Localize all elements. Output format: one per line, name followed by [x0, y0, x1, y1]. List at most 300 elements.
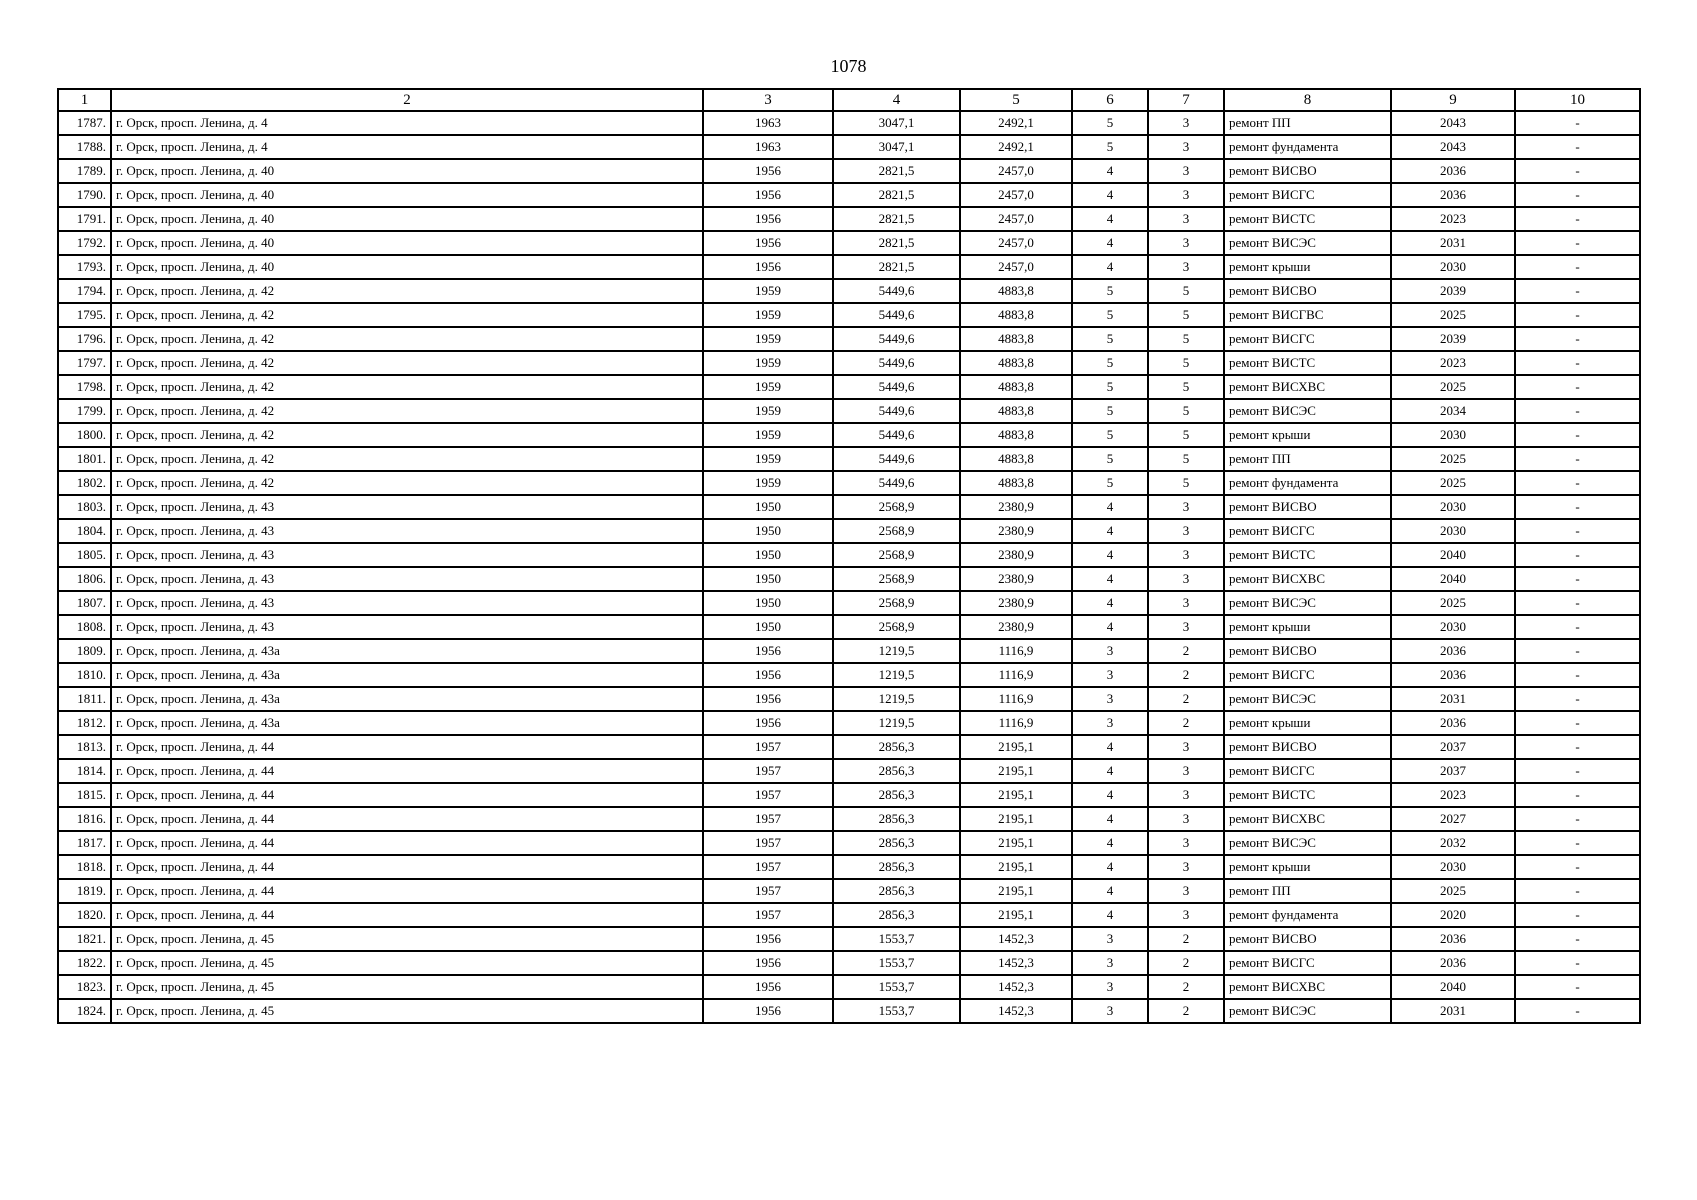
row-number-cell: 1794.	[58, 279, 111, 303]
entrances-cell: 3	[1148, 567, 1224, 591]
work-type-cell: ремонт ВИСТС	[1224, 207, 1391, 231]
living-area-cell: 4883,8	[960, 351, 1072, 375]
entrances-cell: 3	[1148, 783, 1224, 807]
plan-year-cell: 2043	[1391, 111, 1515, 135]
living-area-cell: 2457,0	[960, 231, 1072, 255]
floors-cell: 4	[1072, 615, 1148, 639]
entrances-cell: 5	[1148, 279, 1224, 303]
table-row	[58, 471, 1640, 495]
build-year-cell: 1957	[703, 903, 833, 927]
table-row	[58, 495, 1640, 519]
total-area-cell: 2856,3	[833, 759, 960, 783]
total-area-cell: 5449,6	[833, 351, 960, 375]
row-number-cell: 1797.	[58, 351, 111, 375]
note-cell: -	[1515, 231, 1640, 255]
entrances-cell: 3	[1148, 855, 1224, 879]
living-area-cell: 2492,1	[960, 111, 1072, 135]
table-row	[58, 423, 1640, 447]
note-cell: -	[1515, 591, 1640, 615]
plan-year-cell: 2030	[1391, 855, 1515, 879]
floors-cell: 4	[1072, 831, 1148, 855]
floors-cell: 3	[1072, 951, 1148, 975]
build-year-cell: 1959	[703, 399, 833, 423]
row-number-cell: 1804.	[58, 519, 111, 543]
total-area-cell: 2821,5	[833, 231, 960, 255]
work-type-cell: ремонт крыши	[1224, 855, 1391, 879]
col-living-area-header: 5	[960, 89, 1072, 111]
col-entrances-header: 7	[1148, 89, 1224, 111]
table-row	[58, 351, 1640, 375]
work-type-cell: ремонт ВИСЭС	[1224, 999, 1391, 1023]
entrances-cell: 3	[1148, 111, 1224, 135]
table-row	[58, 903, 1640, 927]
build-year-cell: 1950	[703, 543, 833, 567]
plan-year-cell: 2039	[1391, 327, 1515, 351]
address-cell: г. Орск, просп. Ленина, д. 44	[111, 735, 703, 759]
floors-cell: 5	[1072, 423, 1148, 447]
entrances-cell: 3	[1148, 231, 1224, 255]
build-year-cell: 1956	[703, 183, 833, 207]
entrances-cell: 5	[1148, 423, 1224, 447]
plan-year-cell: 2040	[1391, 543, 1515, 567]
entrances-cell: 3	[1148, 495, 1224, 519]
floors-cell: 5	[1072, 447, 1148, 471]
note-cell: -	[1515, 111, 1640, 135]
address-cell: г. Орск, просп. Ленина, д. 4	[111, 135, 703, 159]
entrances-cell: 3	[1148, 615, 1224, 639]
entrances-cell: 3	[1148, 519, 1224, 543]
build-year-cell: 1957	[703, 831, 833, 855]
total-area-cell: 1553,7	[833, 999, 960, 1023]
living-area-cell: 2380,9	[960, 567, 1072, 591]
plan-year-cell: 2030	[1391, 255, 1515, 279]
plan-year-cell: 2036	[1391, 951, 1515, 975]
plan-year-cell: 2036	[1391, 663, 1515, 687]
plan-year-cell: 2032	[1391, 831, 1515, 855]
note-cell: -	[1515, 135, 1640, 159]
col-address-header: 2	[111, 89, 703, 111]
total-area-cell: 2856,3	[833, 903, 960, 927]
build-year-cell: 1956	[703, 207, 833, 231]
work-type-cell: ремонт крыши	[1224, 615, 1391, 639]
note-cell: -	[1515, 327, 1640, 351]
build-year-cell: 1959	[703, 423, 833, 447]
row-number-cell: 1815.	[58, 783, 111, 807]
total-area-cell: 2856,3	[833, 735, 960, 759]
total-area-cell: 1553,7	[833, 975, 960, 999]
work-type-cell: ремонт ВИСЭС	[1224, 399, 1391, 423]
address-cell: г. Орск, просп. Ленина, д. 40	[111, 207, 703, 231]
repair-schedule-table	[57, 88, 1641, 1024]
table-row	[58, 687, 1640, 711]
work-type-cell: ремонт ВИСЭС	[1224, 231, 1391, 255]
work-type-cell: ремонт ВИСЭС	[1224, 831, 1391, 855]
work-type-cell: ремонт ПП	[1224, 111, 1391, 135]
work-type-cell: ремонт ВИСВО	[1224, 279, 1391, 303]
table-body	[58, 111, 1640, 1023]
living-area-cell: 1116,9	[960, 639, 1072, 663]
address-cell: г. Орск, просп. Ленина, д. 43а	[111, 687, 703, 711]
address-cell: г. Орск, просп. Ленина, д. 43а	[111, 639, 703, 663]
work-type-cell: ремонт фундамента	[1224, 135, 1391, 159]
row-number-cell: 1801.	[58, 447, 111, 471]
row-number-cell: 1817.	[58, 831, 111, 855]
total-area-cell: 2856,3	[833, 879, 960, 903]
note-cell: -	[1515, 279, 1640, 303]
build-year-cell: 1956	[703, 687, 833, 711]
build-year-cell: 1957	[703, 759, 833, 783]
plan-year-cell: 2025	[1391, 879, 1515, 903]
note-cell: -	[1515, 567, 1640, 591]
note-cell: -	[1515, 423, 1640, 447]
total-area-cell: 2856,3	[833, 783, 960, 807]
total-area-cell: 2568,9	[833, 591, 960, 615]
floors-cell: 4	[1072, 183, 1148, 207]
work-type-cell: ремонт ВИСГС	[1224, 759, 1391, 783]
floors-cell: 5	[1072, 471, 1148, 495]
address-cell: г. Орск, просп. Ленина, д. 43	[111, 615, 703, 639]
entrances-cell: 2	[1148, 951, 1224, 975]
living-area-cell: 2380,9	[960, 519, 1072, 543]
entrances-cell: 2	[1148, 639, 1224, 663]
note-cell: -	[1515, 927, 1640, 951]
note-cell: -	[1515, 783, 1640, 807]
note-cell: -	[1515, 903, 1640, 927]
note-cell: -	[1515, 951, 1640, 975]
entrances-cell: 3	[1148, 591, 1224, 615]
total-area-cell: 5449,6	[833, 447, 960, 471]
work-type-cell: ремонт ВИСХВС	[1224, 807, 1391, 831]
row-number-cell: 1807.	[58, 591, 111, 615]
table-row	[58, 615, 1640, 639]
work-type-cell: ремонт ВИСВО	[1224, 495, 1391, 519]
table-row	[58, 327, 1640, 351]
living-area-cell: 2457,0	[960, 183, 1072, 207]
note-cell: -	[1515, 303, 1640, 327]
entrances-cell: 3	[1148, 879, 1224, 903]
address-cell: г. Орск, просп. Ленина, д. 44	[111, 831, 703, 855]
table-row	[58, 951, 1640, 975]
note-cell: -	[1515, 159, 1640, 183]
plan-year-cell: 2030	[1391, 495, 1515, 519]
total-area-cell: 3047,1	[833, 111, 960, 135]
address-cell: г. Орск, просп. Ленина, д. 40	[111, 159, 703, 183]
entrances-cell: 3	[1148, 759, 1224, 783]
plan-year-cell: 2037	[1391, 735, 1515, 759]
plan-year-cell: 2031	[1391, 687, 1515, 711]
table-row	[58, 543, 1640, 567]
floors-cell: 3	[1072, 639, 1148, 663]
table-row	[58, 855, 1640, 879]
build-year-cell: 1956	[703, 927, 833, 951]
floors-cell: 4	[1072, 903, 1148, 927]
total-area-cell: 5449,6	[833, 327, 960, 351]
entrances-cell: 3	[1148, 831, 1224, 855]
address-cell: г. Орск, просп. Ленина, д. 4	[111, 111, 703, 135]
note-cell: -	[1515, 471, 1640, 495]
plan-year-cell: 2034	[1391, 399, 1515, 423]
row-number-cell: 1808.	[58, 615, 111, 639]
living-area-cell: 2380,9	[960, 615, 1072, 639]
note-cell: -	[1515, 759, 1640, 783]
living-area-cell: 2380,9	[960, 543, 1072, 567]
address-cell: г. Орск, просп. Ленина, д. 43	[111, 495, 703, 519]
col-number-header: 1	[58, 89, 111, 111]
floors-cell: 3	[1072, 927, 1148, 951]
total-area-cell: 2568,9	[833, 567, 960, 591]
note-cell: -	[1515, 255, 1640, 279]
floors-cell: 4	[1072, 159, 1148, 183]
living-area-cell: 2380,9	[960, 495, 1072, 519]
note-cell: -	[1515, 735, 1640, 759]
table-row	[58, 591, 1640, 615]
table-row	[58, 279, 1640, 303]
note-cell: -	[1515, 639, 1640, 663]
address-cell: г. Орск, просп. Ленина, д. 45	[111, 999, 703, 1023]
floors-cell: 4	[1072, 759, 1148, 783]
row-number-cell: 1810.	[58, 663, 111, 687]
entrances-cell: 5	[1148, 447, 1224, 471]
row-number-cell: 1805.	[58, 543, 111, 567]
row-number-cell: 1816.	[58, 807, 111, 831]
entrances-cell: 3	[1148, 135, 1224, 159]
build-year-cell: 1957	[703, 783, 833, 807]
table-row	[58, 783, 1640, 807]
note-cell: -	[1515, 207, 1640, 231]
table-row	[58, 879, 1640, 903]
build-year-cell: 1957	[703, 855, 833, 879]
address-cell: г. Орск, просп. Ленина, д. 42	[111, 447, 703, 471]
build-year-cell: 1956	[703, 951, 833, 975]
table-row	[58, 255, 1640, 279]
entrances-cell: 5	[1148, 399, 1224, 423]
entrances-cell: 2	[1148, 975, 1224, 999]
table-row	[58, 927, 1640, 951]
total-area-cell: 5449,6	[833, 423, 960, 447]
table-row	[58, 735, 1640, 759]
total-area-cell: 5449,6	[833, 399, 960, 423]
table-row	[58, 807, 1640, 831]
living-area-cell: 2195,1	[960, 783, 1072, 807]
plan-year-cell: 2020	[1391, 903, 1515, 927]
living-area-cell: 2457,0	[960, 159, 1072, 183]
entrances-cell: 3	[1148, 255, 1224, 279]
total-area-cell: 2821,5	[833, 207, 960, 231]
row-number-cell: 1800.	[58, 423, 111, 447]
row-number-cell: 1821.	[58, 927, 111, 951]
build-year-cell: 1956	[703, 999, 833, 1023]
living-area-cell: 4883,8	[960, 327, 1072, 351]
note-cell: -	[1515, 807, 1640, 831]
plan-year-cell: 2023	[1391, 207, 1515, 231]
total-area-cell: 2568,9	[833, 495, 960, 519]
row-number-cell: 1814.	[58, 759, 111, 783]
build-year-cell: 1950	[703, 591, 833, 615]
plan-year-cell: 2030	[1391, 615, 1515, 639]
address-cell: г. Орск, просп. Ленина, д. 44	[111, 807, 703, 831]
table-row	[58, 519, 1640, 543]
table-row	[58, 207, 1640, 231]
build-year-cell: 1959	[703, 375, 833, 399]
build-year-cell: 1956	[703, 639, 833, 663]
total-area-cell: 2568,9	[833, 519, 960, 543]
total-area-cell: 5449,6	[833, 303, 960, 327]
build-year-cell: 1950	[703, 615, 833, 639]
entrances-cell: 2	[1148, 663, 1224, 687]
plan-year-cell: 2040	[1391, 975, 1515, 999]
living-area-cell: 4883,8	[960, 471, 1072, 495]
entrances-cell: 5	[1148, 471, 1224, 495]
living-area-cell: 2195,1	[960, 759, 1072, 783]
living-area-cell: 4883,8	[960, 423, 1072, 447]
col-year-header: 3	[703, 89, 833, 111]
total-area-cell: 1219,5	[833, 639, 960, 663]
row-number-cell: 1803.	[58, 495, 111, 519]
plan-year-cell: 2025	[1391, 447, 1515, 471]
address-cell: г. Орск, просп. Ленина, д. 44	[111, 855, 703, 879]
entrances-cell: 5	[1148, 303, 1224, 327]
address-cell: г. Орск, просп. Ленина, д. 42	[111, 471, 703, 495]
plan-year-cell: 2036	[1391, 639, 1515, 663]
row-number-cell: 1812.	[58, 711, 111, 735]
total-area-cell: 2856,3	[833, 855, 960, 879]
work-type-cell: ремонт ВИСГС	[1224, 183, 1391, 207]
note-cell: -	[1515, 711, 1640, 735]
row-number-cell: 1799.	[58, 399, 111, 423]
plan-year-cell: 2025	[1391, 303, 1515, 327]
plan-year-cell: 2025	[1391, 375, 1515, 399]
entrances-cell: 5	[1148, 375, 1224, 399]
floors-cell: 4	[1072, 519, 1148, 543]
floors-cell: 3	[1072, 687, 1148, 711]
living-area-cell: 1452,3	[960, 927, 1072, 951]
floors-cell: 4	[1072, 807, 1148, 831]
floors-cell: 3	[1072, 711, 1148, 735]
work-type-cell: ремонт ВИСХВС	[1224, 567, 1391, 591]
plan-year-cell: 2025	[1391, 591, 1515, 615]
total-area-cell: 2856,3	[833, 807, 960, 831]
row-number-cell: 1820.	[58, 903, 111, 927]
row-number-cell: 1811.	[58, 687, 111, 711]
address-cell: г. Орск, просп. Ленина, д. 43	[111, 543, 703, 567]
build-year-cell: 1959	[703, 471, 833, 495]
table-row	[58, 231, 1640, 255]
row-number-cell: 1793.	[58, 255, 111, 279]
table-row	[58, 759, 1640, 783]
note-cell: -	[1515, 855, 1640, 879]
work-type-cell: ремонт фундамента	[1224, 471, 1391, 495]
note-cell: -	[1515, 999, 1640, 1023]
entrances-cell: 2	[1148, 711, 1224, 735]
plan-year-cell: 2030	[1391, 519, 1515, 543]
table-row	[58, 303, 1640, 327]
work-type-cell: ремонт крыши	[1224, 423, 1391, 447]
address-cell: г. Орск, просп. Ленина, д. 42	[111, 351, 703, 375]
entrances-cell: 3	[1148, 207, 1224, 231]
floors-cell: 4	[1072, 735, 1148, 759]
entrances-cell: 5	[1148, 327, 1224, 351]
floors-cell: 5	[1072, 327, 1148, 351]
work-type-cell: ремонт ВИСГВС	[1224, 303, 1391, 327]
plan-year-cell: 2043	[1391, 135, 1515, 159]
table-row	[58, 135, 1640, 159]
work-type-cell: ремонт крыши	[1224, 255, 1391, 279]
note-cell: -	[1515, 663, 1640, 687]
living-area-cell: 4883,8	[960, 399, 1072, 423]
total-area-cell: 2568,9	[833, 615, 960, 639]
address-cell: г. Орск, просп. Ленина, д. 44	[111, 879, 703, 903]
living-area-cell: 2195,1	[960, 831, 1072, 855]
plan-year-cell: 2031	[1391, 999, 1515, 1023]
address-cell: г. Орск, просп. Ленина, д. 42	[111, 423, 703, 447]
work-type-cell: ремонт ВИСЭС	[1224, 591, 1391, 615]
table-row	[58, 711, 1640, 735]
table-row	[58, 663, 1640, 687]
living-area-cell: 1452,3	[960, 951, 1072, 975]
floors-cell: 4	[1072, 255, 1148, 279]
note-cell: -	[1515, 831, 1640, 855]
total-area-cell: 5449,6	[833, 279, 960, 303]
col-note-header: 10	[1515, 89, 1640, 111]
entrances-cell: 3	[1148, 159, 1224, 183]
work-type-cell: ремонт ВИСТС	[1224, 543, 1391, 567]
build-year-cell: 1957	[703, 879, 833, 903]
work-type-cell: ремонт ВИСГС	[1224, 519, 1391, 543]
build-year-cell: 1950	[703, 519, 833, 543]
page-number: 1078	[830, 56, 867, 76]
work-type-cell: ремонт ВИСХВС	[1224, 375, 1391, 399]
col-work-type-header: 8	[1224, 89, 1391, 111]
row-number-cell: 1792.	[58, 231, 111, 255]
entrances-cell: 3	[1148, 903, 1224, 927]
work-type-cell: ремонт фундамента	[1224, 903, 1391, 927]
table-row	[58, 183, 1640, 207]
entrances-cell: 3	[1148, 183, 1224, 207]
floors-cell: 5	[1072, 375, 1148, 399]
floors-cell: 3	[1072, 663, 1148, 687]
work-type-cell: ремонт крыши	[1224, 711, 1391, 735]
work-type-cell: ремонт ВИСТС	[1224, 351, 1391, 375]
total-area-cell: 5449,6	[833, 471, 960, 495]
note-cell: -	[1515, 351, 1640, 375]
floors-cell: 5	[1072, 351, 1148, 375]
address-cell: г. Орск, просп. Ленина, д. 45	[111, 951, 703, 975]
row-number-cell: 1790.	[58, 183, 111, 207]
build-year-cell: 1956	[703, 231, 833, 255]
address-cell: г. Орск, просп. Ленина, д. 43а	[111, 711, 703, 735]
note-cell: -	[1515, 687, 1640, 711]
total-area-cell: 2821,5	[833, 159, 960, 183]
address-cell: г. Орск, просп. Ленина, д. 44	[111, 783, 703, 807]
living-area-cell: 2195,1	[960, 855, 1072, 879]
living-area-cell: 2195,1	[960, 807, 1072, 831]
plan-year-cell: 2027	[1391, 807, 1515, 831]
build-year-cell: 1959	[703, 327, 833, 351]
row-number-cell: 1824.	[58, 999, 111, 1023]
build-year-cell: 1957	[703, 807, 833, 831]
floors-cell: 5	[1072, 135, 1148, 159]
col-plan-year-header: 9	[1391, 89, 1515, 111]
address-cell: г. Орск, просп. Ленина, д. 44	[111, 759, 703, 783]
row-number-cell: 1788.	[58, 135, 111, 159]
note-cell: -	[1515, 183, 1640, 207]
col-floors-header: 6	[1072, 89, 1148, 111]
plan-year-cell: 2036	[1391, 159, 1515, 183]
living-area-cell: 2492,1	[960, 135, 1072, 159]
build-year-cell: 1950	[703, 495, 833, 519]
floors-cell: 3	[1072, 999, 1148, 1023]
work-type-cell: ремонт ПП	[1224, 879, 1391, 903]
